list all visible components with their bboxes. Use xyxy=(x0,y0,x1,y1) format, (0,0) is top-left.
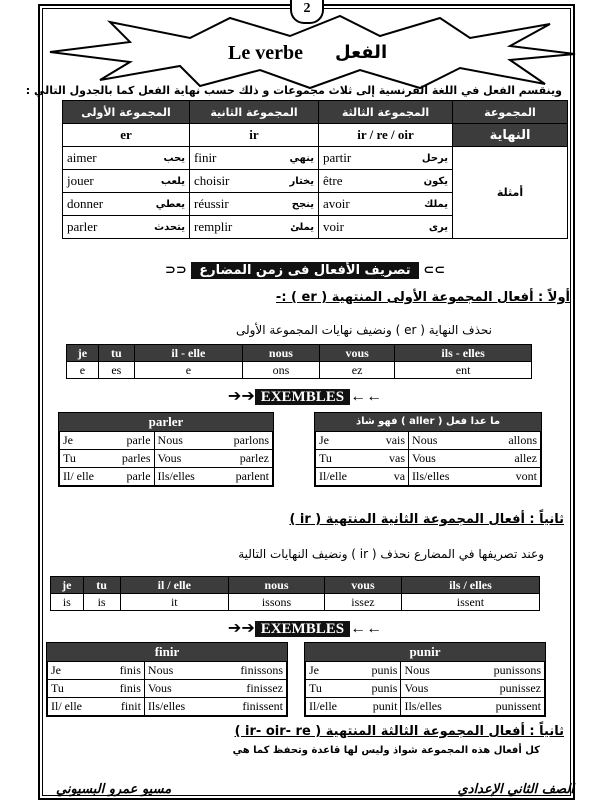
examples-label: EXEMBLES xyxy=(255,389,350,405)
title-french: Le verbe xyxy=(228,42,303,64)
section1-note: نحذف النهاية ( er ) ونضيف نهايات المجموعة الأولى xyxy=(235,323,492,337)
ending-label: النهاية xyxy=(453,124,568,147)
pronoun: Nous xyxy=(404,663,430,677)
ending-cell: ent xyxy=(395,362,532,379)
section3-note: كل أفعال هذه المجموعة شواذ وليس لها قاعدة وتحفظ كما هي xyxy=(232,745,540,756)
example-fr: avoir xyxy=(323,196,350,211)
intro-text: وينقسم الفعل في اللغة الفرنسية إلى ثلاث مجموعات و ذلك حسب نهاية الفعل كما بالجدول التالي : xyxy=(25,84,562,97)
punir-conjugation xyxy=(304,642,546,717)
example-ar: يلعب xyxy=(160,175,185,187)
pronoun: Ils/elles xyxy=(147,699,186,713)
header-third-group: المجموعة الثالثة xyxy=(319,101,453,124)
pronoun: Nous xyxy=(412,433,438,447)
verb-form: finis xyxy=(119,663,141,677)
pronoun: Ils/elles xyxy=(412,469,450,483)
verb-form: vas xyxy=(389,451,406,465)
pronoun: Nous xyxy=(157,433,183,447)
ending-cell: ons xyxy=(242,362,319,379)
example-ar: يحب xyxy=(163,152,185,164)
double-arrow-right-icon: ➔➔ xyxy=(227,388,255,405)
pronoun-cell: tu xyxy=(98,345,134,362)
verb-form: parle xyxy=(126,433,151,447)
verb-form: punissons xyxy=(493,663,541,677)
verb-form: allez xyxy=(514,451,537,465)
examples-label: EXEMBLES xyxy=(255,621,350,637)
examples-banner-2 xyxy=(205,618,405,638)
example-ar: ينجح xyxy=(291,198,314,210)
example-fr: partir xyxy=(323,150,352,165)
section3-title: ثانياً : أفعال المجموعة الثالثة المنتهية ( ir- oir- re ) xyxy=(234,724,564,739)
pronoun-cell: nous xyxy=(229,577,325,594)
ending-cell: ez xyxy=(320,362,395,379)
example-fr: être xyxy=(323,173,343,188)
verb-title: punir xyxy=(305,643,545,661)
ending-cell: e xyxy=(67,362,99,379)
example-fr: voir xyxy=(323,219,344,234)
pronoun-cell: tu xyxy=(83,577,120,594)
pronoun: Tu xyxy=(63,451,76,465)
ending-cell: is xyxy=(51,594,84,611)
section2-title: ثانياً : أفعال المجموعة الثانية المنتهية ( ir ) xyxy=(289,512,564,527)
example-fr: jouer xyxy=(67,173,94,188)
pronoun: Vous xyxy=(412,451,436,465)
verb-form: parles xyxy=(121,451,151,465)
ending-third: ir / re / oir xyxy=(319,124,453,147)
ending-cell: issons xyxy=(229,594,325,611)
pronoun: Tu xyxy=(309,681,322,695)
verb-form: parlez xyxy=(239,451,269,465)
pronoun: Je xyxy=(309,663,319,677)
pronoun-cell: il / elle xyxy=(120,577,229,594)
pronoun: Je xyxy=(51,663,61,677)
verb-form: finissez xyxy=(246,681,283,695)
double-arrow-left-icon: ←← xyxy=(350,620,383,637)
pronoun: Il/elle xyxy=(319,469,347,483)
pronoun-cell: vous xyxy=(324,577,401,594)
example-ar: يكون xyxy=(423,175,448,187)
section2-note: وعند تصريفها في المضارع نحذف ( ir ) ونضيف النهايات التالية xyxy=(238,547,544,561)
arrow-right-icon: ⊂⊂ xyxy=(423,263,446,278)
pronoun-cell: il - elle xyxy=(134,345,242,362)
parler-conjugation xyxy=(58,412,274,487)
verb-form: parlent xyxy=(235,469,269,483)
pronoun: Vous xyxy=(404,681,429,695)
verb-form: punissent xyxy=(495,699,541,713)
pronoun: Il/elle xyxy=(309,699,337,713)
examples-label: أمثلة xyxy=(453,147,568,239)
ending-cell: is xyxy=(83,594,120,611)
finir-conjugation xyxy=(46,642,288,717)
ending-first: er xyxy=(63,124,190,147)
verb-form: finissent xyxy=(242,699,283,713)
header-group: المجموعة xyxy=(453,101,568,124)
pronoun: Il/ elle xyxy=(51,699,82,713)
pronoun-cell: je xyxy=(67,345,99,362)
example-ar: يرى xyxy=(428,221,448,233)
pronoun: Il/ elle xyxy=(63,469,94,483)
ending-cell: e xyxy=(134,362,242,379)
verb-title: ما عدا فعل ( aller ) فهو شاذ xyxy=(315,413,541,431)
example-ar: يتحدث xyxy=(154,221,185,233)
example-ar: يرحل xyxy=(421,152,448,164)
example-ar: يملك xyxy=(424,198,448,210)
header-first-group: المجموعة الأولى xyxy=(63,101,190,124)
verb-title: finir xyxy=(47,643,287,661)
aller-conjugation xyxy=(314,412,542,487)
verb-form: parlons xyxy=(233,433,269,447)
pronoun: Ils/elles xyxy=(404,699,442,713)
present-tense-label: تصريف الأفعال فى زمن المضارع xyxy=(191,262,418,279)
verb-form: vais xyxy=(385,433,406,447)
double-arrow-left-icon: ←← xyxy=(350,388,383,405)
section2-endings-table xyxy=(50,576,540,611)
example-ar: يختار xyxy=(289,175,314,187)
example-ar: يملئ xyxy=(290,221,314,233)
verb-form: parle xyxy=(126,469,151,483)
verb-form: vont xyxy=(515,469,537,483)
pronoun-cell: nous xyxy=(242,345,319,362)
pronoun-cell: vous xyxy=(320,345,395,362)
title-starburst xyxy=(40,14,580,90)
ending-cell: issent xyxy=(401,594,539,611)
pronoun-cell: je xyxy=(51,577,84,594)
section1-endings-table xyxy=(66,344,532,379)
footer-grade: الصف الثاني الإعدادي xyxy=(457,782,574,797)
title-arabic: الفعل xyxy=(335,42,388,63)
footer-teacher: مسيو عمرو البسيوني xyxy=(56,782,172,797)
verb-form: punit xyxy=(372,699,398,713)
header-second-group: المجموعة الثانية xyxy=(190,101,319,124)
pronoun-cell: ils / elles xyxy=(401,577,539,594)
pronoun: Je xyxy=(63,433,73,447)
pronoun: Vous xyxy=(157,451,182,465)
ending-cell: it xyxy=(120,594,229,611)
verb-form: finit xyxy=(120,699,141,713)
example-ar: ينهي xyxy=(289,152,314,164)
pronoun: Nous xyxy=(147,663,174,677)
pronoun: Ils/elles xyxy=(157,469,195,483)
pronoun: Tu xyxy=(51,681,64,695)
example-fr: choisir xyxy=(194,173,230,188)
verb-form: va xyxy=(393,469,406,483)
verb-form: finissons xyxy=(240,663,283,677)
example-ar: يعطي xyxy=(155,198,185,210)
examples-banner-1 xyxy=(205,386,405,406)
pronoun: Vous xyxy=(147,681,172,695)
section1-title: أولاً : أفعال المجموعة الأولى المنتهية ( er ) :- xyxy=(275,290,570,305)
pronoun-cell: ils - elles xyxy=(395,345,532,362)
page-number: 2 xyxy=(290,0,324,24)
verb-groups-table xyxy=(62,100,568,239)
verb-form: finis xyxy=(119,681,141,695)
verb-form: punis xyxy=(371,663,398,677)
arrow-left-icon: ⊃⊃ xyxy=(164,263,187,278)
example-fr: finir xyxy=(194,150,217,165)
verb-form: allons xyxy=(508,433,537,447)
example-fr: donner xyxy=(67,196,104,211)
ending-cell: issez xyxy=(324,594,401,611)
pronoun: Tu xyxy=(319,451,332,465)
verb-form: punissez xyxy=(499,681,541,695)
double-arrow-right-icon: ➔➔ xyxy=(227,620,255,637)
ending-second: ir xyxy=(190,124,319,147)
example-fr: réussir xyxy=(194,196,229,211)
example-fr: parler xyxy=(67,219,98,234)
verb-form: punis xyxy=(371,681,398,695)
verb-title: parler xyxy=(59,413,273,431)
pronoun: Je xyxy=(319,433,329,447)
example-fr: remplir xyxy=(194,219,233,234)
present-tense-title xyxy=(160,262,450,284)
ending-cell: es xyxy=(98,362,134,379)
example-fr: aimer xyxy=(67,150,97,165)
